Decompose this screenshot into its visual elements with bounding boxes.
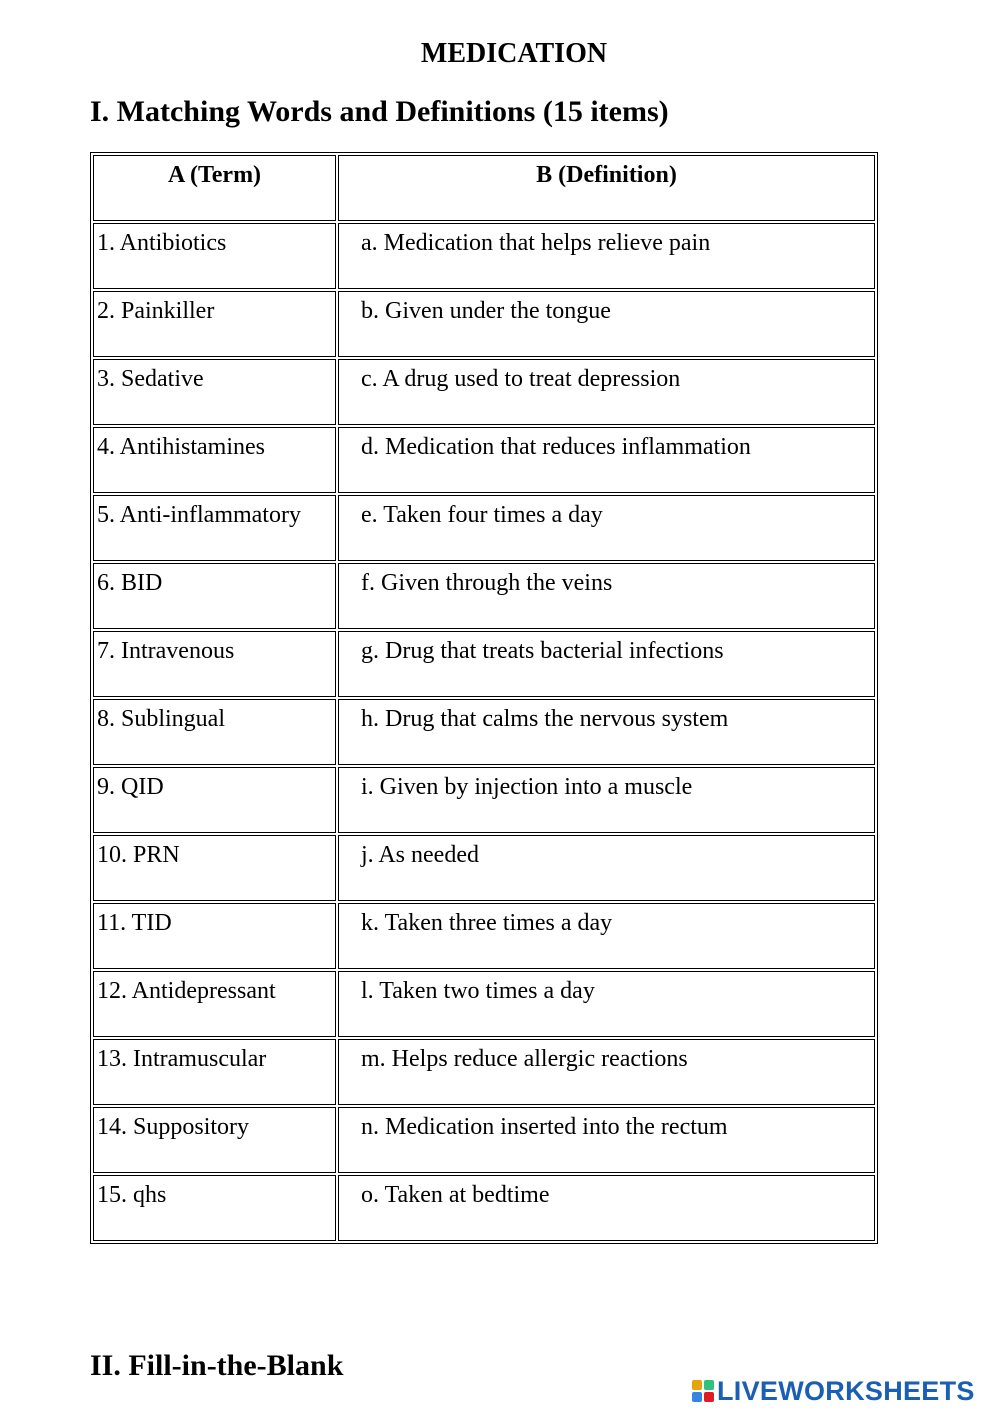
definition-cell: e. Taken four times a day: [338, 495, 875, 561]
table-row: [93, 1039, 875, 1105]
table-row: [93, 427, 875, 493]
table-row: [93, 1107, 875, 1173]
document-title: MEDICATION: [420, 38, 608, 69]
table-row: [93, 223, 875, 289]
definition-cell: a. Medication that helps relieve pain: [338, 223, 875, 289]
logo-text: LIVEWORKSHEETS: [717, 1376, 975, 1406]
term-cell: 13. Intramuscular: [93, 1039, 336, 1105]
definition-cell: k. Taken three times a day: [338, 903, 875, 969]
table-row: [93, 563, 875, 629]
table-row: [93, 631, 875, 697]
definition-cell: b. Given under the tongue: [338, 291, 875, 357]
definition-cell: j. As needed: [338, 835, 875, 901]
term-cell: 10. PRN: [93, 835, 336, 901]
definition-cell: n. Medication inserted into the rectum: [338, 1107, 875, 1173]
term-cell: 9. QID: [93, 767, 336, 833]
table-row: [93, 1175, 875, 1241]
table-row: [93, 971, 875, 1037]
term-cell: 15. qhs: [93, 1175, 336, 1241]
header-definition: B (Definition): [338, 155, 875, 221]
liveworksheets-logo-icon: [692, 1380, 714, 1402]
table-body: [93, 223, 875, 1241]
term-cell: 11. TID: [93, 903, 336, 969]
term-cell: 14. Suppository: [93, 1107, 336, 1173]
term-cell: 8. Sublingual: [93, 699, 336, 765]
table-row: [93, 291, 875, 357]
table-header-row: [93, 155, 875, 221]
definition-cell: f. Given through the veins: [338, 563, 875, 629]
table-row: [93, 835, 875, 901]
table-row: [93, 903, 875, 969]
logo-mark-square: [704, 1380, 714, 1390]
section-2-heading: II. Fill-in-the-Blank: [90, 1349, 344, 1382]
term-cell: 1. Antibiotics: [93, 223, 336, 289]
logo-mark-square: [692, 1380, 702, 1390]
definition-cell: l. Taken two times a day: [338, 971, 875, 1037]
table-row: [93, 767, 875, 833]
definition-cell: c. A drug used to treat depression: [338, 359, 875, 425]
definition-cell: i. Given by injection into a muscle: [338, 767, 875, 833]
term-cell: 3. Sedative: [93, 359, 336, 425]
term-cell: 7. Intravenous: [93, 631, 336, 697]
section-1-heading: I. Matching Words and Definitions (15 items): [90, 95, 669, 128]
term-cell: 4. Antihistamines: [93, 427, 336, 493]
term-cell: 12. Antidepressant: [93, 971, 336, 1037]
table-row: [93, 699, 875, 765]
term-cell: 2. Painkiller: [93, 291, 336, 357]
term-cell: 5. Anti-inflammatory: [93, 495, 336, 561]
logo-mark-square: [692, 1392, 702, 1402]
definition-cell: g. Drug that treats bacterial infections: [338, 631, 875, 697]
table-row: [93, 495, 875, 561]
definition-cell: h. Drug that calms the nervous system: [338, 699, 875, 765]
definition-cell: m. Helps reduce allergic reactions: [338, 1039, 875, 1105]
definition-cell: o. Taken at bedtime: [338, 1175, 875, 1241]
logo-mark-square: [704, 1392, 714, 1402]
term-cell: 6. BID: [93, 563, 336, 629]
matching-table: [90, 152, 878, 1244]
liveworksheets-logo: [692, 1376, 975, 1406]
header-term: A (Term): [93, 155, 336, 221]
definition-cell: d. Medication that reduces inflammation: [338, 427, 875, 493]
table-row: [93, 359, 875, 425]
